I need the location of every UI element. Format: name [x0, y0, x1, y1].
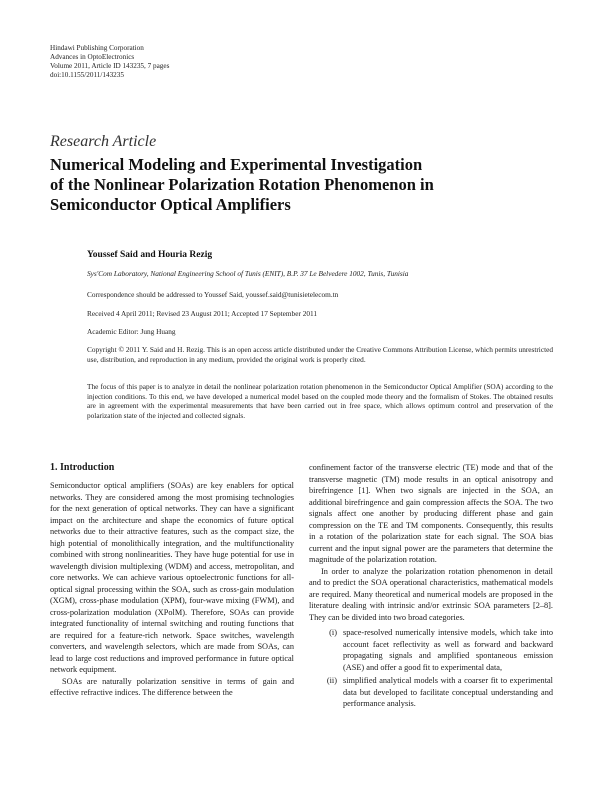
article-type: Research Article — [50, 133, 157, 150]
paragraph: SOAs are naturally polarization sensitive in terms of gain and effective refractive indices. The difference between the — [50, 676, 294, 697]
paragraph: In order to analyze the polarization rotation phenomenon in detail and to predict the SOA operational characteristics, mathematical models are required. Many theoretical and numerical models are proposed in the literature dealing with intrinsic and/or extrinsic SOA parameters [2–8]. They can be divided into two broad categories. — [309, 566, 553, 622]
category-list — [309, 627, 553, 710]
title-line: Numerical Modeling and Experimental Investigation — [50, 155, 423, 174]
left-column — [50, 462, 294, 699]
academic-editor: Academic Editor: Jung Huang — [87, 327, 176, 336]
list-number: (ii) — [326, 676, 337, 685]
section-heading: 1. Introduction — [50, 462, 115, 473]
journal-header — [50, 44, 169, 80]
authors: Youssef Said and Houria Rezig — [87, 250, 213, 260]
copyright-notice: Copyright © 2011 Y. Said and H. Rezig. This is an open access article distributed under the Creative Commons Attribution License, which permits unrestricted use, distribution, and reproduction in any medium, provided the original work is properly cited. — [87, 345, 553, 364]
right-column — [309, 462, 553, 712]
paragraph: Semiconductor optical amplifiers (SOAs) are key enablers for optical networks. They are considered among the most promising technologies for the next generation of optical networks. They can have a significant impact on the architecture and shape the economics of future optical networks due to their attractive features, such as the compact size, the high potential of monolithically integration, and the multifunctionality combined with strong nonlinearities. They have huge potential for use in wavelength division multiplexing (WDM) and access, metropolitan, and core networks. We can achieve various optoelectronic functions for all-optical signal processing within the SOA, such as cross-gain modulation (XGM), cross-phase modulation (XPM), four-wave mixing (FWM), and cross-polarization modulation (XPolM). Therefore, SOAs can provide integrated functionality of internal switching and routing functions that are required for a feature-rich network. Space switches, wavelength converters, and wavelength selectors, which are made from SOAs, can lead to large cost reductions and improved performance in future optical network equipment. — [50, 481, 294, 674]
list-text: space-resolved numerically intensive models, which take into account facet reflectivity as well as forward and backward propagating signals and amplified spontaneous emission (ASE) and offer a good fit to experimental data, — [343, 628, 553, 672]
paragraph: confinement factor of the transverse electric (TE) mode and that of the transverse magnetic (TM) mode results in an optical anisotropy and birefringence [1]. When two signals are injected in the SOA, an additional birefringence and gain compression affects the SOA. The two signals affect one another by producing different phase and gain compression on the TE and TM components. Consequently, this results in a rotation of the polarization state for each signal. The SOA bias current and the input signal power are the parameters that determine the magnitude of the polarization rotation. — [309, 463, 553, 564]
list-text: simplified analytical models with a coarser fit to experimental data but developed to facilitate conceptual understanding and performance analysis. — [343, 676, 553, 708]
list-number: (i) — [329, 628, 337, 637]
title-line: Semiconductor Optical Amplifiers — [50, 195, 291, 214]
paper-title — [50, 155, 510, 215]
doi: doi:10.1155/2011/143235 — [50, 71, 124, 79]
title-line: of the Nonlinear Polarization Rotation Phenomenon in — [50, 175, 434, 194]
journal-name: Advances in OptoElectronics — [50, 53, 135, 61]
list-item — [309, 675, 553, 710]
list-item — [309, 627, 553, 673]
affiliation: Sys'Com Laboratory, National Engineering School of Tunis (ENIT), B.P. 37 Le Belvedere 1002, Tunis, Tunisia — [87, 269, 409, 278]
abstract: The focus of this paper is to analyze in detail the nonlinear polarization rotation phenomenon in the Semiconductor Optical Amplifier (SOA) according to the injection conditions. To this end, we have developed a numerical model based on the coupled mode theory and the formalism of Stokes. The obtained results are in agreement with the experimental measurements that have been carried out in free space, which allows optimum control and preservation of the polarization state of the injected and collected signals. — [87, 382, 553, 420]
dates: Received 4 April 2011; Revised 23 August 2011; Accepted 17 September 2011 — [87, 309, 318, 318]
volume-info: Volume 2011, Article ID 143235, 7 pages — [50, 62, 170, 70]
correspondence: Correspondence should be addressed to Youssef Said, youssef.said@tunisietelecom.tn — [87, 290, 339, 299]
publisher: Hindawi Publishing Corporation — [50, 44, 144, 52]
